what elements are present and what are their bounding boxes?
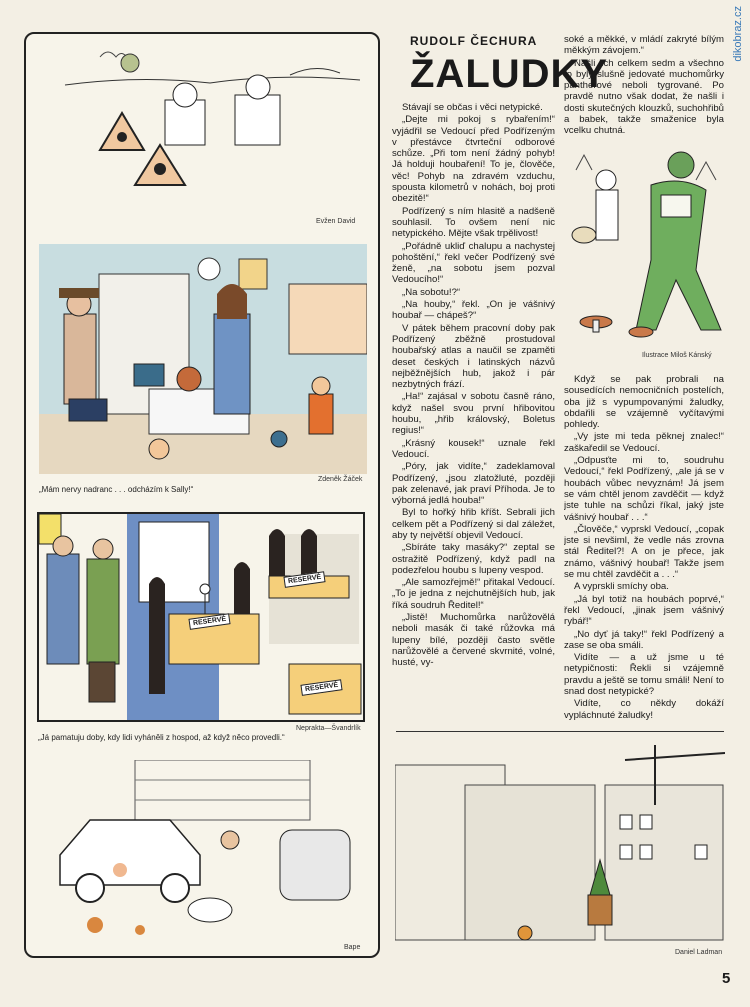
paragraph: „Sbíráte taky masáky?“ zeptal se ostražitě Podřízený, když padl na podezřelou houbu s lupeny vespod. [392,542,555,576]
illustration-credit: Ilustrace Miloš Kánský [642,352,712,359]
paragraph: „Na sobotu!?“ [402,286,461,298]
paragraph: Vidíte — a už jsme u té netypičnosti: Řekli si vzájemně pravdu a ještě se tomu smáli! Není to snad dost netypické? [564,652,724,698]
cartoon-2-credit: Zdeněk Žáček [318,476,363,483]
cartoon-road-construction [60,45,370,215]
site-watermark: dikobraz.cz [732,6,744,62]
paragraph: „No dyť já taky!“ řekl Podřízený a zase se oba smáli. [564,628,724,651]
paragraph: „Póry, jak vidíte,“ zadeklamoval Podřízený, „jsou zlatožluté, později pak zelenavé, jak praví Příhoda. Je to výborná jedlá houba!“ [392,461,555,507]
cartoon-6-credit: Daniel Ladman [675,949,723,956]
paragraph: Když se pak probrali na sousedících nemocničních postelích, oba již s vypumpovanými žaludky, obdařili se vzájemně vyčítavými pohledy. [564,374,724,431]
reserve-sign-2: RESERVÉ [283,571,325,588]
cartoon-3-credit: Neprakta—Švandrlík [296,725,361,732]
cartoon-2-caption: „Mám nervy nadranc . . . odcházím k Sally!“ [39,485,194,494]
cartoon-restaurant [37,512,365,722]
paragraph: A vyprskli smíchy oba. [574,581,669,593]
section-divider [396,731,724,732]
paragraph: Vidíte, co někdy dokáží vypláchnuté žaludky! [564,698,724,721]
cartoon-kitchen [39,244,367,474]
cartoon-1-drawing [60,45,370,215]
paragraph: „Ale samozřejmě!“ přitakal Vedoucí. „To je jedna z nejchutnějších hub, jak říká soudruh Ředitel!“ [392,577,555,611]
paragraph: „Odpusťte mi to, soudruhu Vedoucí,“ řekl Podřízený, „ale já se v houbách vůbec nevyznám! Já jsem se vám chtěl jenom zavděčit — když jste tuhle na schůzi říkal, jaký jste vášnivý houbař . . .“ [564,455,724,523]
paragraph: Stávají se občas i věci netypické. [402,102,543,113]
article-column-2-bottom [564,374,724,724]
cartoon-1-credit: Evžen David [316,218,356,225]
page-number: 5 [722,970,731,987]
article-column-2-top [564,34,724,164]
cartoon-4-credit: Bape [344,944,361,951]
paragraph: soké a měkké, v mládí zakryté bílým měkkým závojem.“ [564,34,724,57]
cartoon-4-drawing [40,760,368,945]
paragraph: „Člověče,“ vyprskl Vedoucí, „copak jste si nevšiml, že vedle nás zrovna stál Ředitel?! A on je přece, jak známo, vášnivý houbař! Takže jsem se mu chtěl zavděčit a . . .“ [564,523,724,581]
illustration-mushroom-pickers [566,150,726,345]
article-column-1 [392,102,555,727]
paragraph: „Ha!“ zajásal v sobotu časně ráno, když našel svou první hřibovitou houbu, „hřib královský, Boletus regius!“ [392,391,555,437]
paragraph: „Já byl totiž na houbách poprvé,“ řekl Vedoucí, „jinak jsem vášnivý rybář!“ [564,593,724,628]
reserve-sign-1: RESERVÉ [188,613,230,630]
reserve-sign-3: RESERVÉ [300,679,342,696]
paragraph: Našli jich celkem sedm a všechno to byly slušně jedovaté muchomůrky pantherové neboli tygrované. Po pravdě nutno však dodat, že našli i dosti skutečných klouzků, suchohřibů a babek, takže smaženice byla vcelku chutná. [564,57,724,137]
paragraph: „Dejte mi pokoj s rybařením!“ vyjádřil se Vedoucí před Podřízeným v přestávce čtvrteční odborové schůze. „Při tom není žádný pohyb! Já holduji houbaření! To je, člověče, věc! Pohyb na zdravém vzduchu, spousta kilometrů v nohách, boj proti obezitě!“ [392,114,555,205]
paragraph: „Pořádně ukliď chalupu a nachystej pohoštění,“ řekl večer Podřízený své ženě, „na sobotu jsem pozval Vedoucího!“ [392,240,555,286]
paragraph: „Vy jste mi teda pěknej znalec!“ zaškaředil se Vedoucí. [564,431,724,454]
cartoon-2-drawing [39,244,367,474]
paragraph: „Na houby,“ řekl. „On je vášnivý houbař — chápeš?“ [392,299,555,322]
cartoon-broken-car [40,760,368,945]
cartoon-6-drawing [395,745,725,945]
cartoon-construction-site [395,745,725,945]
illustration-drawing [566,150,726,345]
paragraph: „Jistě! Muchomůrka narůžovělá neboli masák či také růžovka má lupeny bílé, později často světle narůžovělé a červené skvrnité, volné, husté, vy- [392,612,555,669]
article-author: RUDOLF ČECHURA [410,34,538,48]
paragraph: Byl to hořký hřib kříšt. Sebrali jich celkem pět a Podřízený si dal záležet, aby ty největší objevil Vedoucí. [392,507,555,541]
paragraph: V pátek během pracovní doby pak Podřízený zběžně prostudoval houbařský atlas a naučil se zpaměti deset českých i latinských názvů nejběžnějších hub, jakož i pár nezbytných frází. [392,322,555,391]
cartoon-3-caption: „Já pamatuju doby, kdy lidi vyháněli z hospod, až když něco provedli.“ [38,733,285,742]
paragraph: „Krásný kousek!“ uznale řekl Vedoucí. [392,437,555,460]
paragraph: Podřízený s ním hlasitě a nadšeně souhlasil. To ovšem není nic netypického. Mějte však trpělivost! [392,205,555,240]
article-title: ŽALUDKY [410,52,609,96]
